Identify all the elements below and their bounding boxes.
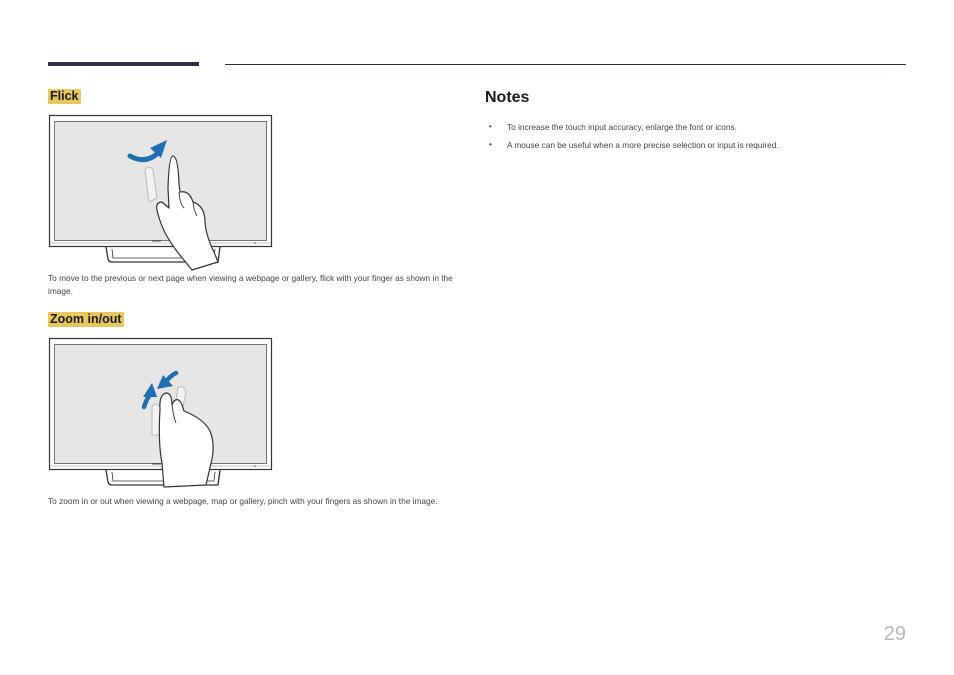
section-label-zoom: Zoom in/out — [50, 312, 122, 326]
note-text: To increase the touch input accuracy, enlarge the font or icons. — [507, 122, 737, 132]
zoom-caption: To zoom in or out when viewing a webpage, map or gallery, pinch with your fingers as shown in the image. — [48, 496, 438, 506]
note-text: A mouse can be useful when a more precise selection or input is required. — [507, 140, 779, 150]
bullet-icon: • — [489, 140, 492, 149]
bullet-icon: • — [489, 122, 492, 131]
note-item — [489, 118, 779, 136]
flick-illustration — [48, 112, 274, 272]
header-accent-bar — [48, 62, 199, 66]
zoom-illustration — [48, 335, 274, 495]
notes-list — [489, 118, 779, 154]
section-label-flick: Flick — [50, 89, 79, 103]
note-item — [489, 136, 779, 154]
flick-caption: To move to the previous or next page when viewing a webpage or gallery, flick with your finger as shown in the image. — [48, 273, 453, 296]
header-rule — [225, 64, 906, 65]
notes-title: Notes — [485, 89, 530, 106]
page-number: 29 — [883, 623, 906, 645]
